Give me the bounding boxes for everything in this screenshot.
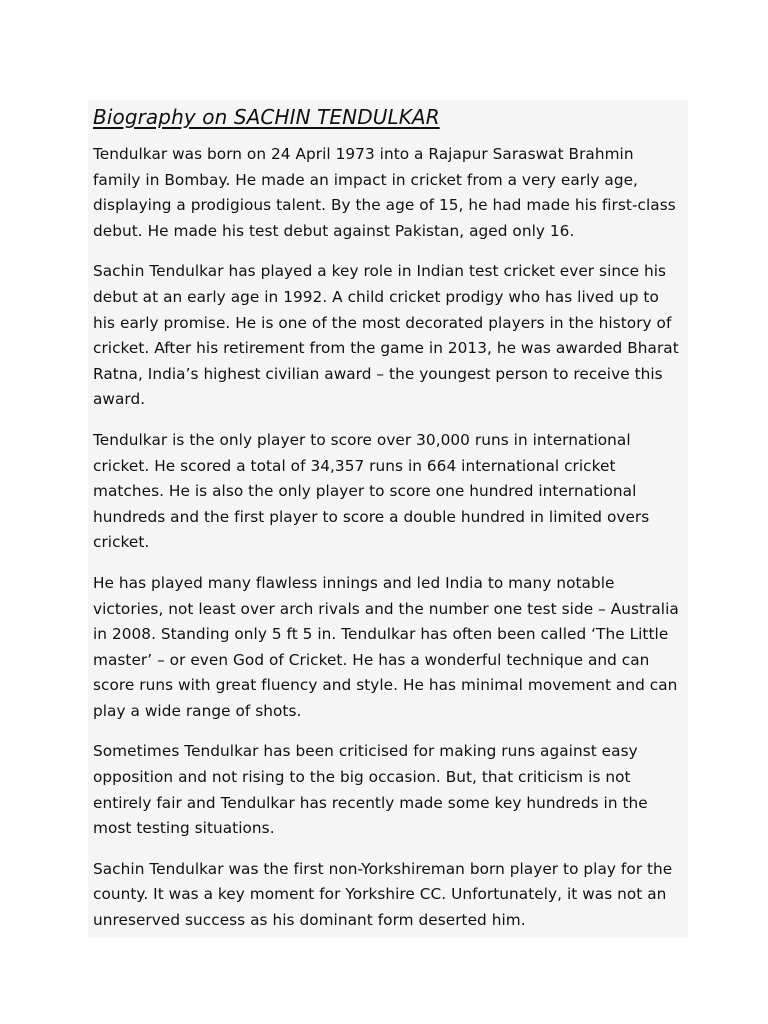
paragraph-birth: Tendulkar was born on 24 April 1973 into a Rajapur Saraswat Brahmin family in Bombay. He made an impact in cricket from a very early age, displaying a prodigious talent. By the age of 15, he had made his first-class debut. He made his test debut against Pakistan, aged only 16. <box>93 145 676 240</box>
paragraph-records: Tendulkar is the only player to score over 30,000 runs in international cricket. He scored a total of 34,357 runs in 664 international cricket matches. He is also the only player to score one hundred international hundreds and the first player to score a double hundred in limited overs cricket. <box>93 430 650 552</box>
paragraph-yorkshire: Sachin Tendulkar was the first non-Yorkshireman born player to play for the county. It was a key moment for Yorkshire CC. Unfortunately, it was not an unreserved success as his dominant form deserted him. <box>93 859 673 930</box>
document-title: Biography on SACHIN TENDULKAR <box>93 105 440 129</box>
paragraph-criticism: Sometimes Tendulkar has been criticised for making runs against easy opposition and not rising to the big occasion. But, that criticism is not entirely fair and Tendulkar has recently made some key hundreds in the most testing situations. <box>93 742 648 838</box>
document-body <box>93 102 685 949</box>
paragraph-career: Sachin Tendulkar has played a key role in Indian test cricket ever since his debut at an early age in 1992. A child cricket prodigy who has lived up to his early promise. He is one of the most decorated players in the history of cricket. After his retirement from the game in 2013, he was awarded Bharat Ratna, India’s highest civilian award – the youngest person to receive this award. <box>93 262 679 409</box>
paragraph-style: He has played many flawless innings and led India to many notable victories, not least over arch rivals and the number one test side – Australia in 2008. Standing only 5 ft 5 in. Tendulkar has often been called ‘The Little master’ – or even God of Cricket. He has a wonderful technique and can score runs with great fluency and style. He has minimal movement and can play a wide range of shots. <box>93 573 679 720</box>
